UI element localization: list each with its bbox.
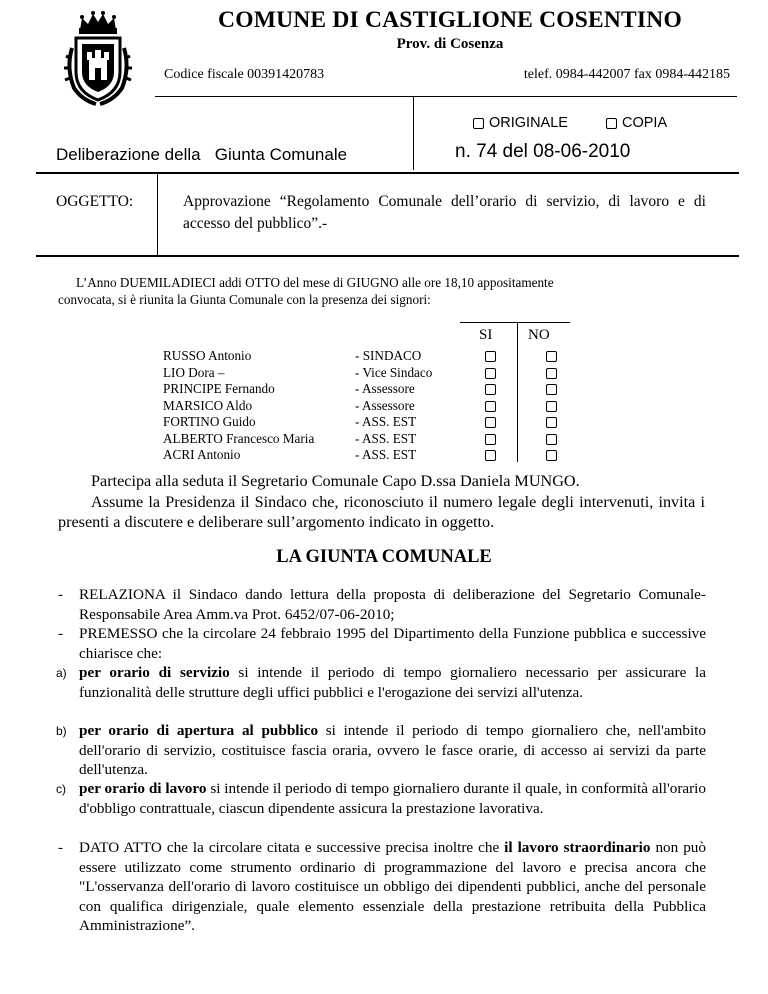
absent-checkbox[interactable] xyxy=(546,434,557,445)
member-name: PRINCIPE Fernando xyxy=(163,381,275,396)
absent-checkbox[interactable] xyxy=(546,368,557,379)
attendance-top-rule xyxy=(460,322,570,323)
subject-rule xyxy=(36,255,739,257)
present-checkbox[interactable] xyxy=(485,450,496,461)
intro-line-2: convocata, si è riunita la Giunta Comunale con la presenza dei signori: xyxy=(58,292,431,307)
list-marker-c: c) xyxy=(56,782,66,796)
intro-line-1: L’Anno DUEMILADIECI addi OTTO del mese di GIUGNO alle ore 18,10 appositamente xyxy=(76,275,554,290)
member-name: LIO Dora – xyxy=(163,364,225,380)
dash-marker: - xyxy=(58,839,64,856)
col-no-header: NO xyxy=(528,327,550,343)
member-role: - ASS. EST xyxy=(355,447,417,462)
municipality-title: COMUNE DI CASTIGLIONE COSENTINO xyxy=(218,7,682,33)
copy-type-original: ORIGINALE xyxy=(473,115,568,131)
definition-text: si intende il periodo di tempo giornaliero durante il quale, in conformità all'orario d'obbligo contrattuale, ciascun dipendente assicura la prestazione lavorativa. xyxy=(79,780,706,817)
member-role: - ASS. EST xyxy=(355,414,417,429)
coat-of-arms-emblem xyxy=(62,8,134,108)
absent-checkbox[interactable] xyxy=(546,384,557,395)
definition-service-hours xyxy=(79,663,706,702)
attendance-row xyxy=(0,381,768,397)
definition-work-hours xyxy=(79,779,706,818)
attendance-row xyxy=(0,414,768,430)
member-name: ALBERTO Francesco Maria xyxy=(163,430,315,446)
deliberation-rule xyxy=(36,172,739,174)
present-checkbox[interactable] xyxy=(485,417,496,428)
member-name: MARSICO Aldo xyxy=(163,397,253,413)
absent-checkbox[interactable] xyxy=(546,401,557,412)
original-checkbox[interactable] xyxy=(473,118,484,129)
attendance-row xyxy=(0,365,768,381)
relaziona-paragraph: RELAZIONA il Sindaco dando lettura della proposta di deliberazione del Segretario Comunale-Responsabile Area Amm.va Prot. 6452/07-06-2010; xyxy=(79,586,706,623)
subject-text: Approvazione “Regolamento Comunale dell’orario di servizio, di lavoro e di accesso del pubblico”.- xyxy=(183,193,706,232)
header-vertical-divider xyxy=(413,96,414,170)
dash-marker: - xyxy=(58,625,64,642)
subject-label: OGGETTO: xyxy=(56,193,134,210)
attendance-row xyxy=(0,398,768,414)
term-public-hours: per orario di apertura al pubblico xyxy=(79,722,319,739)
copy-type-copy: COPIA xyxy=(606,115,667,131)
member-role: - Vice Sindaco xyxy=(355,364,433,380)
definition-public-hours xyxy=(79,721,706,780)
list-marker-b: b) xyxy=(56,724,67,738)
present-checkbox[interactable] xyxy=(485,384,496,395)
member-role: - Assessore xyxy=(355,397,415,413)
body-heading: LA GIUNTA COMUNALE xyxy=(276,547,492,567)
attendance-row xyxy=(0,447,768,463)
attendance-row xyxy=(0,431,768,447)
subject-vertical-divider xyxy=(157,172,158,256)
tax-code: Codice fiscale 00391420783 xyxy=(164,67,325,82)
attendance-row xyxy=(0,348,768,364)
absent-checkbox[interactable] xyxy=(546,351,557,362)
absent-checkbox[interactable] xyxy=(546,450,557,461)
col-yes-header: SI xyxy=(479,327,493,343)
premesso-paragraph: PREMESSO che la circolare 24 febbraio 1995 del Dipartimento della Funzione pubblica e successive chiarisce che: xyxy=(79,625,706,662)
dash-marker: - xyxy=(58,586,64,603)
header-rule xyxy=(155,96,737,97)
definition-text: si intende il periodo di tempo giornaliero necessario per assicurare la funzionalità delle strutture degli uffici pubblici e l'erogazione dei servizi all'utenza. xyxy=(79,664,706,701)
phone-fax: telef. 0984-442007 fax 0984-442185 xyxy=(523,67,730,82)
member-role: - ASS. EST xyxy=(355,430,417,446)
term-service-hours: per orario di servizio xyxy=(79,664,230,681)
present-checkbox[interactable] xyxy=(485,368,496,379)
member-role: - Assessore xyxy=(355,381,415,396)
present-checkbox[interactable] xyxy=(485,401,496,412)
dato-atto-paragraph: DATO ATTO che la circolare citata e successive precisa inoltre che il lavoro straordinario non può essere utilizzato come strumento ordinario di programmazione del lavoro e precisa ancora che "L'osservanza dell'orario di lavoro costituisce un obbligo dei dipendenti pubblici, anche del personale con qualifica dirigenziale, quale elemento essenziale della prestazione retribuita della Pubblica Amministrazione”. xyxy=(79,839,706,934)
present-checkbox[interactable] xyxy=(485,351,496,362)
absent-checkbox[interactable] xyxy=(546,417,557,428)
definition-text: si intende il periodo di tempo giornaliero che, nell'ambito dell'orario di servizio, costituisce fascia oraria, ovvero le fasce orarie, di accesso ai servizi da parte dell'utenza. xyxy=(79,722,706,778)
member-role: - SINDACO xyxy=(355,348,422,363)
copy-checkbox[interactable] xyxy=(606,118,617,129)
participation-secretary: Partecipa alla seduta il Segretario Comunale Capo D.ssa Daniela MUNGO. xyxy=(91,472,580,490)
province-subtitle: Prov. di Cosenza xyxy=(396,36,504,52)
deliberation-label: Deliberazione della Giunta Comunale xyxy=(56,145,348,164)
member-name: RUSSO Antonio xyxy=(163,348,252,363)
term-work-hours: per orario di lavoro xyxy=(79,780,207,797)
term-overtime: il lavoro straordinario xyxy=(504,839,651,856)
present-checkbox[interactable] xyxy=(485,434,496,445)
deliberation-number: n. 74 del 08-06-2010 xyxy=(455,141,631,162)
member-name: ACRI Antonio xyxy=(163,447,241,462)
list-marker-a: a) xyxy=(56,666,67,680)
member-name: FORTINO Guido xyxy=(163,414,256,429)
participation-president: Assume la Presidenza il Sindaco che, riconosciuto il numero legale degli intervenuti, invita i presenti a discutere e deliberare sull’argomento indicato in oggetto. xyxy=(58,493,705,531)
